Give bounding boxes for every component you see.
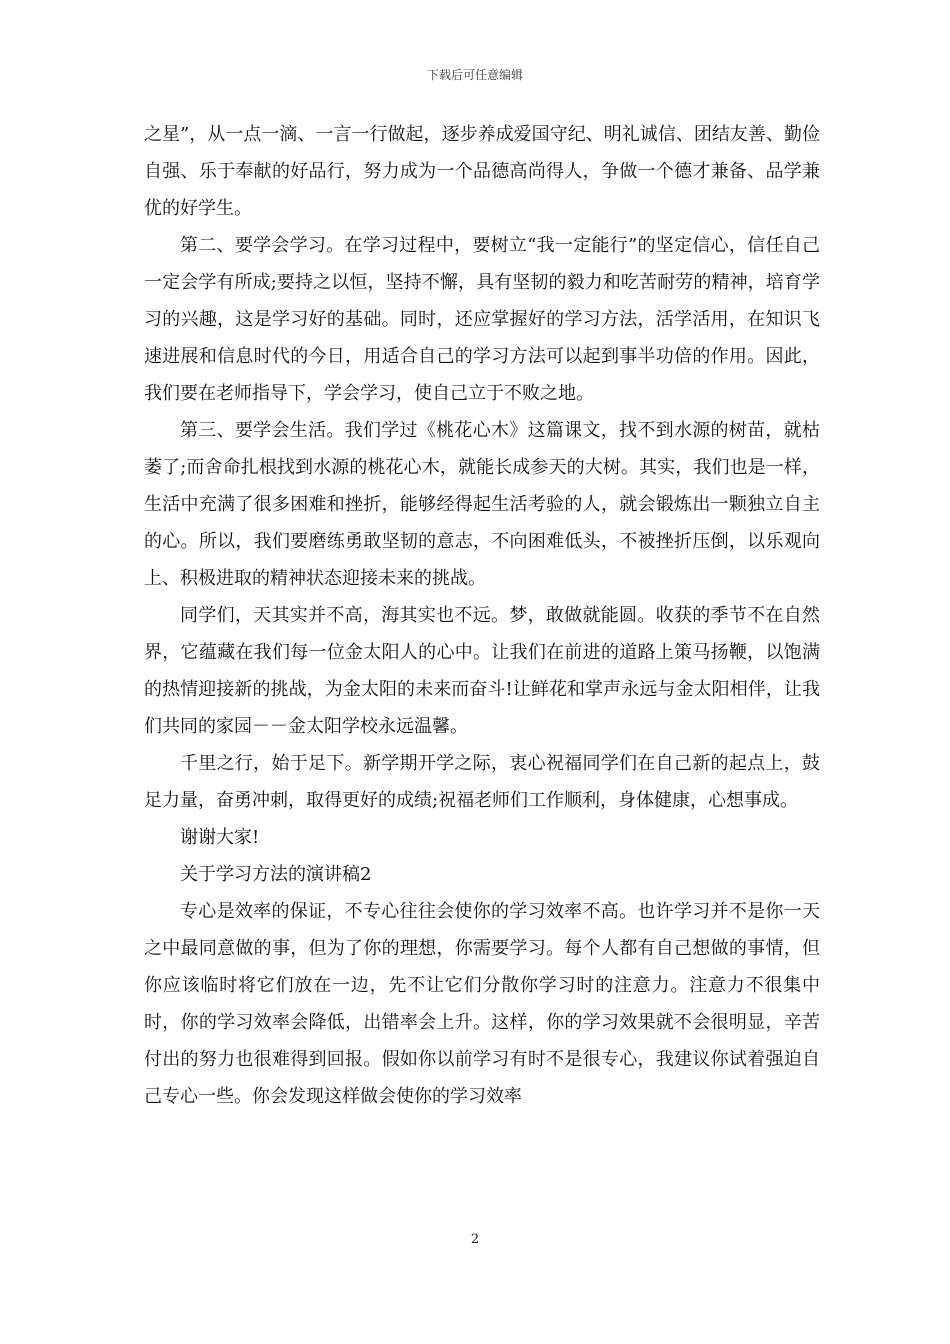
paragraph-3: 第三、要学会生活。我们学过《桃花心木》这篇课文，找不到水源的树苗，就枯萎了;而舍命扎根找到水源的桃花心木，就能长成参天的大树。其实，我们也是一样，生活中充满了很多困难和挫折，能够经得起生活考验的人，就会锻炼出一颗独立自主的心。所以，我们要磨练勇敢坚韧的意志，不向困难低头，不被挫折压倒，以乐观向上、积极进取的精神状态迎接未来的挑战。 — [144, 420, 820, 589]
page-number: 2 — [470, 1232, 480, 1247]
document-body — [144, 116, 820, 1115]
paragraph-6: 专心是效率的保证，不专心往往会使你的学习效率不高。也许学习并不是你一天之中最同意做的事，但为了你的理想，你需要学习。每个人都有自己想做的事情，但你应该临时将它们放在一边，先不让它们分散你学习时的注意力。注意力不很集中时，你的学习效率会降低，出错率会上升。这样，你的学习效果就不会很明显，辛苦付出的努力也很难得到回报。假如你以前学习有时不是很专心，我建议你试着强迫自己专心一些。你会发现这样做会使你的学习效率 — [144, 901, 820, 1107]
section-title: 关于学习方法的演讲稿2 — [180, 864, 372, 885]
paragraph-4: 同学们，天其实并不高，海其实也不远。梦，敢做就能圆。收获的季节不在自然界，它蕴藏在我们每一位金太阳人的心中。让我们在前进的道路上策马扬鞭，以饱满的热情迎接新的挑战，为金太阳的未来而奋斗!让鲜花和掌声永远与金太阳相伴，让我们共同的家园－－金太阳学校永远温馨。 — [144, 605, 820, 737]
paragraph-1: 之星”，从一点一滴、一言一行做起，逐步养成爱国守纪、明礼诚信、团结友善、勤俭自强、乐于奉献的好品行，努力成为一个品德高尚得人，争做一个德才兼备、品学兼优的好学生。 — [144, 124, 820, 219]
page-header-note: 下载后可任意编辑 — [426, 68, 523, 82]
paragraph-thanks: 谢谢大家! — [180, 827, 260, 848]
paragraph-5: 千里之行，始于足下。新学期开学之际，衷心祝福同学们在自己新的起点上，鼓足力量，奋勇冲刺，取得更好的成绩;祝福老师们工作顺利，身体健康，心想事成。 — [144, 753, 820, 811]
paragraph-2: 第二、要学会学习。在学习过程中，要树立“我一定能行”的坚定信心，信任自己一定会学有所成;要持之以恒，坚持不懈，具有坚韧的毅力和吃苦耐劳的精神，培育学习的兴趣，这是学习好的基础。同时，还应掌握好的学习方法，活学活用，在知识飞速进展和信息时代的今日，用适合自己的学习方法可以起到事半功倍的作用。因此，我们要在老师指导下，学会学习，使自己立于不败之地。 — [144, 235, 820, 404]
